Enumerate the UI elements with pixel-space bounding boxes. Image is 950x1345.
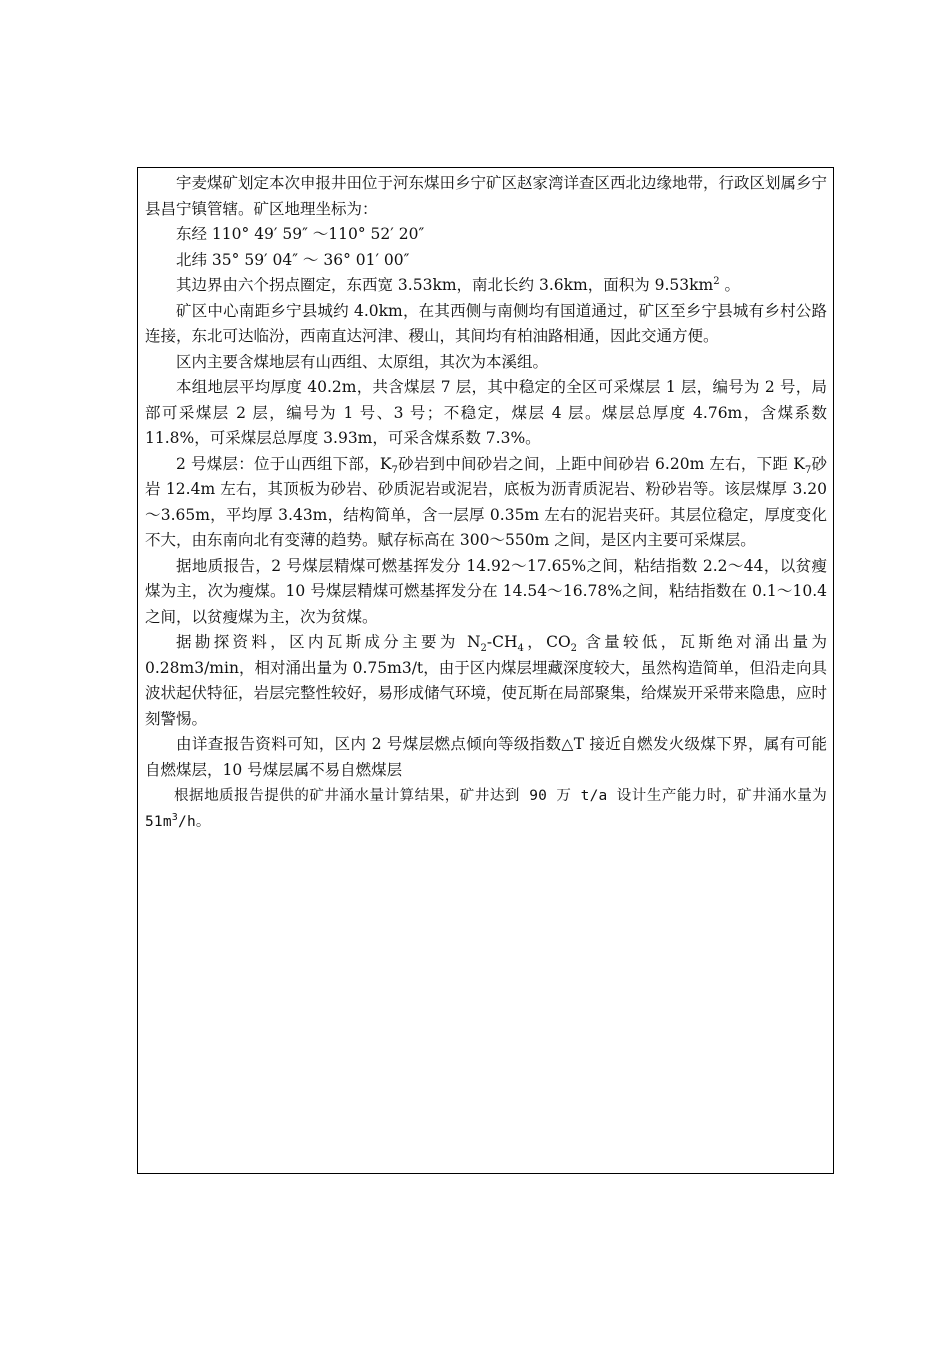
water-inflow-text-end: /h。 [178, 814, 211, 830]
paragraph-gas [145, 630, 827, 732]
boundary-text-end: 。 [719, 276, 741, 294]
n2-subscript: 2 [480, 643, 487, 655]
document-body [145, 171, 827, 835]
paragraph-seam-summary: 本组地层平均厚度 40.2m，共含煤层 7 层，其中稳定的全区可采煤层 1 层，编号为 2 号，局部可采煤层 2 层，编号为 1 号、3 号；不稳定，煤层 4 层。煤层总厚度 4.76m，含煤系数 11.8%，可采煤层总厚度 3.93m，可采含煤系数 7.3%。 [145, 378, 827, 447]
paragraph-spontaneous-combustion: 由详查报告资料可知，区内 2 号煤层燃点倾向等级指数△T 接近自燃发火级煤下界，属有可能自燃煤层，10 号煤层属不易自燃煤层 [145, 735, 827, 779]
paragraph-seam-2 [145, 452, 827, 554]
paragraph-water-inflow [145, 783, 827, 835]
seam-2-text-a: 2 号煤层：位于山西组下部，K [176, 454, 392, 473]
boundary-text: 其边界由六个拐点圈定，东西宽 3.53km，南北长约 3.6km，面积为 9.53km [176, 276, 714, 294]
co2-subscript: 2 [570, 643, 578, 655]
paragraph-location: 宇麦煤矿划定本次申报井田位于河东煤田乡宁矿区赵家湾详查区西北边缘地带，行政区划属乡宁县昌宁镇管辖。矿区地理坐标为： [145, 174, 828, 218]
seam-2-text-c: 砂岩 12.4m 左右，其顶板为砂岩、砂质泥岩或泥岩，底板为沥青质泥岩、粉砂岩等。该层煤厚 3.20～3.65m，平均厚 3.43m，结构简单，含一层厚 0.35m 左右的泥岩夹矸。其层位稳定，厚度变化不大，由东南向北有变薄的趋势。赋存标高在 300～550m 之间，是区内主要可采煤层。 [145, 454, 827, 549]
area-unit-superscript: 2 [713, 275, 720, 287]
k7-subscript-2: 7 [804, 464, 812, 476]
water-inflow-text: 根据地质报告提供的矿井涌水量计算结果，矿井达到 90 万 t/a 设计生产能力时，矿井涌水量为 51m [145, 788, 827, 830]
gas-text-c: ，CO [523, 633, 571, 651]
gas-text-d: 含量较低，瓦斯绝对涌出量为 0.28m3/min，相对涌出量为 0.75m3/t，由于区内煤层埋藏深度较大，虽然构造简单，但沿走向具波状起伏特征，岩层完整性较好，易形成储气环境，使瓦斯在局部聚集，给煤炭开采带来隐患，应时刻警惕。 [145, 633, 828, 728]
paragraph-coal-quality: 据地质报告，2 号煤层精煤可燃基挥发分 14.92～17.65%之间，粘结指数 2.2～44，以贫瘦煤为主，次为瘦煤。10 号煤层精煤可燃基挥发分在 14.54～16.78%之间，粘结指数在 0.1～10.4 之间，以贫瘦煤为主，次为贫煤。 [145, 556, 827, 626]
paragraph-boundary [145, 273, 827, 299]
paragraph-latitude: 北纬 35° 59′ 04″ ～ 36° 01′ 00″ [176, 250, 410, 269]
ch4-subscript: 4 [517, 643, 524, 655]
k7-subscript-1: 7 [391, 464, 398, 476]
paragraph-traffic: 矿区中心南距乡宁县城约 4.0km，在其西侧与南侧均有国道通过，矿区至乡宁县城有乡村公路连接，东北可达临汾，西南直达河津、稷山，其间均有柏油路相通，因此交通方便。 [145, 301, 827, 345]
paragraph-strata: 区内主要含煤地层有山西组、太原组，其次为本溪组。 [176, 352, 549, 371]
paragraph-longitude: 东经 110° 49′ 59″ ～110° 52′ 20″ [176, 225, 425, 243]
gas-text-b: -CH [486, 633, 518, 651]
document-frame [137, 167, 834, 1174]
seam-2-text-b: 砂岩到中间砂岩之间，上距中间砂岩 6.20m 左右，下距 K [397, 454, 805, 473]
gas-text-a: 据勘探资料，区内瓦斯成分主要为 N [176, 633, 481, 651]
volume-unit-superscript: 3 [171, 812, 179, 824]
